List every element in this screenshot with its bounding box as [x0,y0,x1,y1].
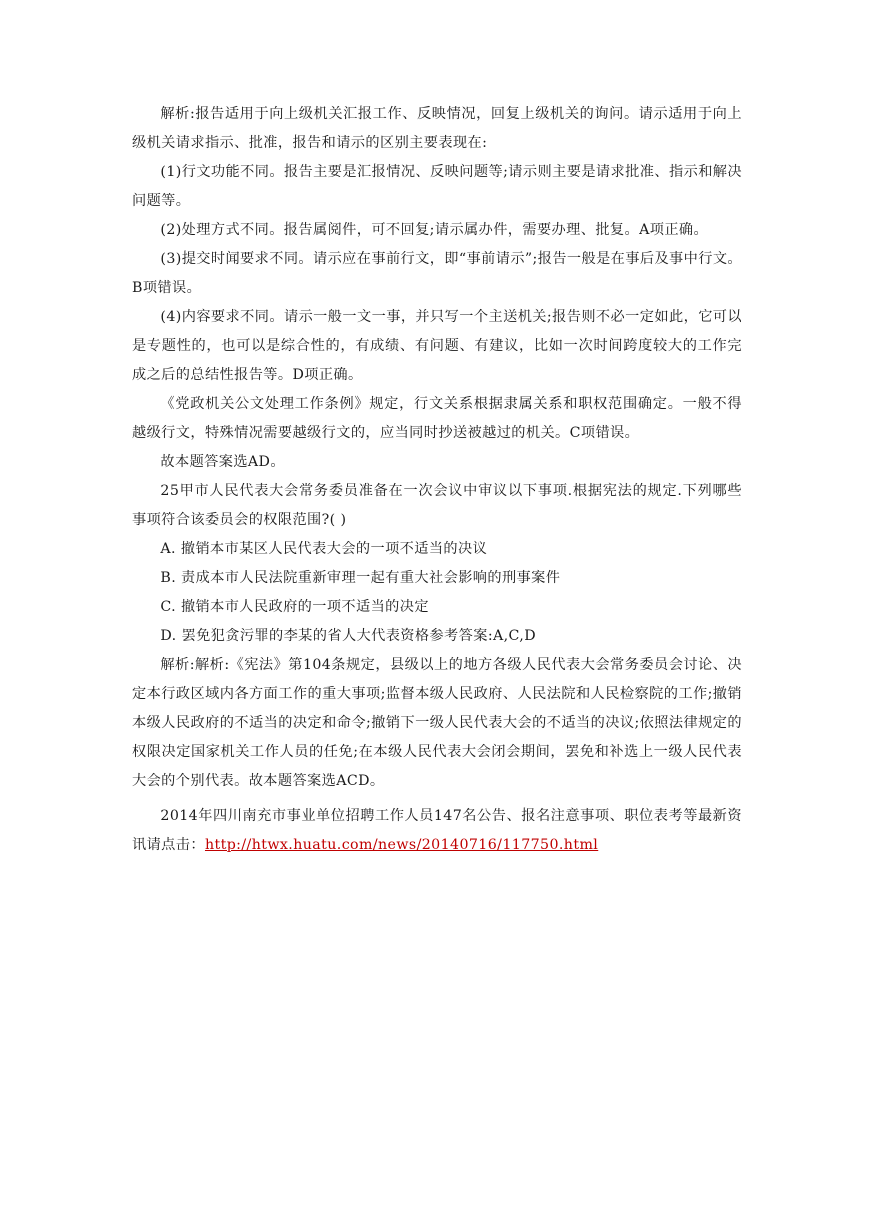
explanation-point-2: (2)处理方式不同。报告属阅件，可不回复;请示属办件，需要办理、批复。A项正确。 [160,222,709,238]
document-page [132,100,742,860]
option-a: A. 撤销本市某区人民代表大会的一项不适当的决议 [160,541,488,557]
explanation-answer: 故本题答案选AD。 [160,454,285,470]
option-b: B. 责成本市人民法院重新审理一起有重大社会影响的刑事案件 [160,570,561,586]
question-analysis: 解析:解析:《宪法》第104条规定，县级以上的地方各级人民代表大会常务委员会讨论、决定本行政区域内各方面工作的重大事项;监督本级人民政府、人民法院和人民检察院的工作;撤销本级人民政府的不适当的决定和命令;撤销下一级人民代表大会的不适当的决议;依照法律规定的权限决定国家机关工作人员的任免;在本级人民代表大会闭会期间，罢免和补选上一级人民代表大会的个别代表。故本题答案选ACD。 [132,657,742,789]
option-d: D. 罢免犯贪污罪的李某的省人大代表资格参考答案:A,C,D [160,628,536,644]
footer-notice-text: 2014年四川南充市事业单位招聘工作人员147名公告、报名注意事项、职位表考等最新资讯请点击： [132,808,742,853]
option-c: C. 撤销本市人民政府的一项不适当的决定 [160,599,429,615]
footer-notice [132,802,742,860]
explanation-point-1: (1)行文功能不同。报告主要是汇报情况、反映问题等;请示则主要是请求批准、指示和解决问题等。 [132,164,742,209]
explanation-point-4: (4)内容要求不同。请示一般一文一事，并只写一个主送机关;报告则不必一定如此，它可以是专题性的，也可以是综合性的，有成绩、有问题、有建议，比如一次时间跨度较大的工作完成之后的总结性报告等。D项正确。 [132,309,742,383]
explanation-regulation: 《党政机关公文处理工作条例》规定，行文关系根据隶属关系和职权范围确定。一般不得越级行文，特殊情况需要越级行文的，应当同时抄送被越过的机关。C项错误。 [132,396,742,441]
explanation-point-3: (3)提交时闻要求不同。请示应在事前行文，即“事前请示”;报告一般是在事后及事中行文。B项错误。 [132,251,742,296]
question-stem: 25甲市人民代表大会常务委员准备在一次会议中审议以下事项.根据宪法的规定.下列哪些事项符合该委员会的权限范围?( ) [132,483,742,528]
explanation-intro: 解析:报告适用于向上级机关汇报工作、反映情况，回复上级机关的询问。请示适用于向上级机关请求指示、批准，报告和请示的区别主要表现在: [132,106,742,151]
news-link[interactable]: http://htwx.huatu.com/news/20140716/117750.html [204,837,599,853]
